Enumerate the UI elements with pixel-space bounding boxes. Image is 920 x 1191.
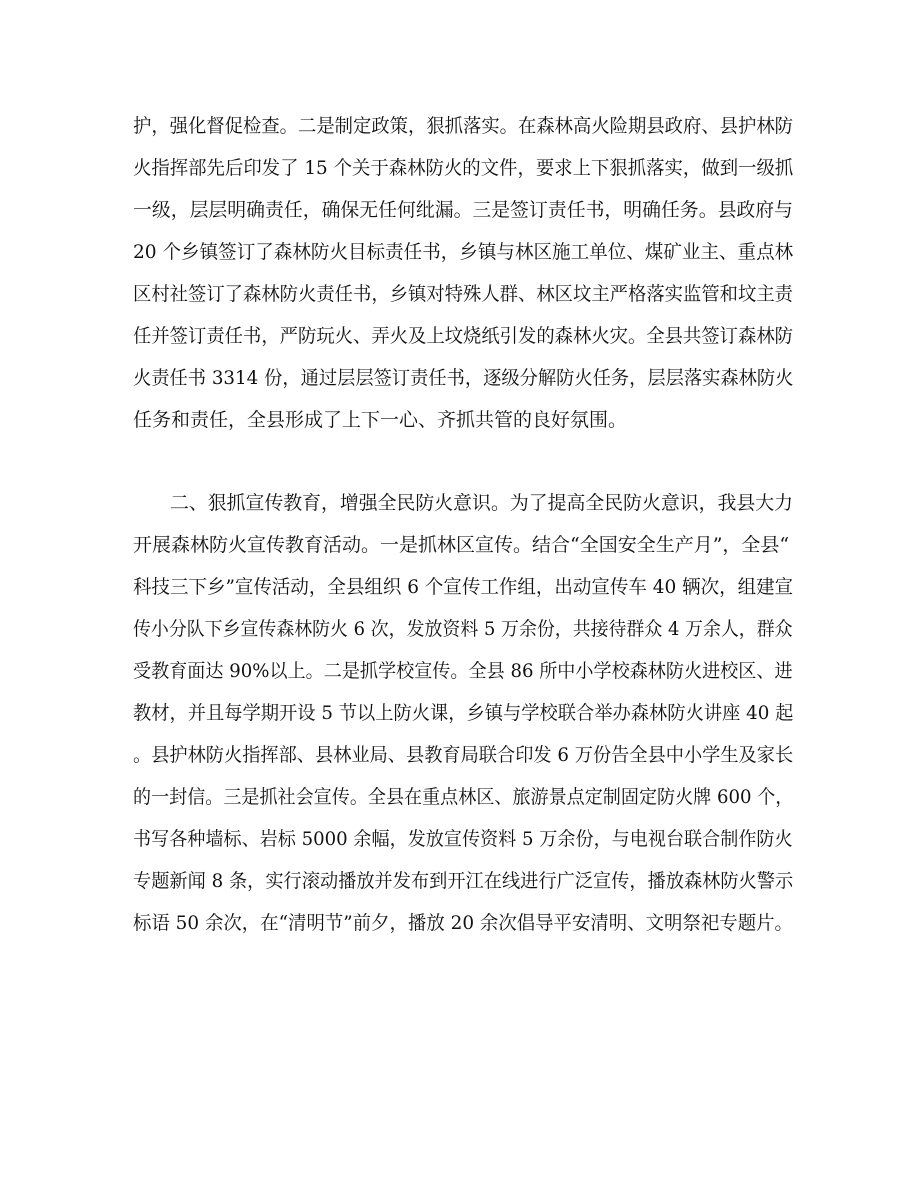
text-line: 专题新闻 8 条，实行滚动播放并发布到开江在线进行广泛宣传，播放森林防火警示 [133, 870, 794, 892]
text-line: 任并签订责任书，严防玩火、弄火及上坟烧纸引发的森林火灾。全县共签订森林防 [133, 325, 794, 347]
text-line: 二、狠抓宣传教育，增强全民防火意识。为了提高全民防火意识，我县大力 [170, 492, 794, 514]
text-line: 火责任书 3314 份，通过层层签订责任书，逐级分解防火任务，层层落实森林防火 [133, 367, 794, 389]
text-line: 火指挥部先后印发了 15 个关于森林防火的文件，要求上下狠抓落实，做到一级抓 [133, 157, 794, 179]
text-line: 20 个乡镇签订了森林防火目标责任书，乡镇与林区施工单位、煤矿业主、重点林 [133, 241, 794, 263]
text-line: 书写各种墙标、岩标 5000 余幅，发放宣传资料 5 万余份，与电视台联合制作防火 [133, 828, 793, 850]
text-line: 护，强化督促检查。二是制定政策，狠抓落实。在森林高火险期县政府、县护林防 [133, 115, 794, 137]
text-line: 一级，层层明确责任，确保无任何纰漏。三是签订责任书，明确任务。县政府与 [133, 199, 794, 221]
text-line: 受教育面达 90%以上。二是抓学校宣传。全县 86 所中小学校森林防火进校区、进 [133, 660, 793, 682]
text-line: 。县护林防火指挥部、县林业局、县教育局联合印发 6 万份告全县中小学生及家长 [133, 744, 794, 766]
text-line: 科技三下乡”宣传活动，全县组织 6 个宣传工作组，出动宣传车 40 辆次，组建宣 [133, 576, 794, 598]
text-line: 任务和责任，全县形成了上下一心、齐抓共管的良好氛围。 [133, 409, 628, 431]
text-line: 标语 50 余次，在“清明节”前夕，播放 20 余次倡导平安清明、文明祭祀专题片。 [133, 912, 793, 934]
text-line: 区村社签订了森林防火责任书，乡镇对特殊人群、林区坟主严格落实监管和坟主责 [133, 283, 794, 305]
text-line: 教材，并且每学期开设 5 节以上防火课，乡镇与学校联合举办森林防火讲座 40 起 [133, 702, 794, 724]
text-line: 开展森林防火宣传教育活动。一是抓林区宣传。结合“全国安全生产月”，全县“ [133, 534, 790, 556]
text-line: 传小分队下乡宣传森林防火 6 次，发放资料 5 万余份，共接待群众 4 万余人，群众 [133, 618, 793, 640]
text-line: 的一封信。三是抓社会宣传。全县在重点林区、旅游景点定制固定防火牌 600 个， [133, 786, 794, 808]
